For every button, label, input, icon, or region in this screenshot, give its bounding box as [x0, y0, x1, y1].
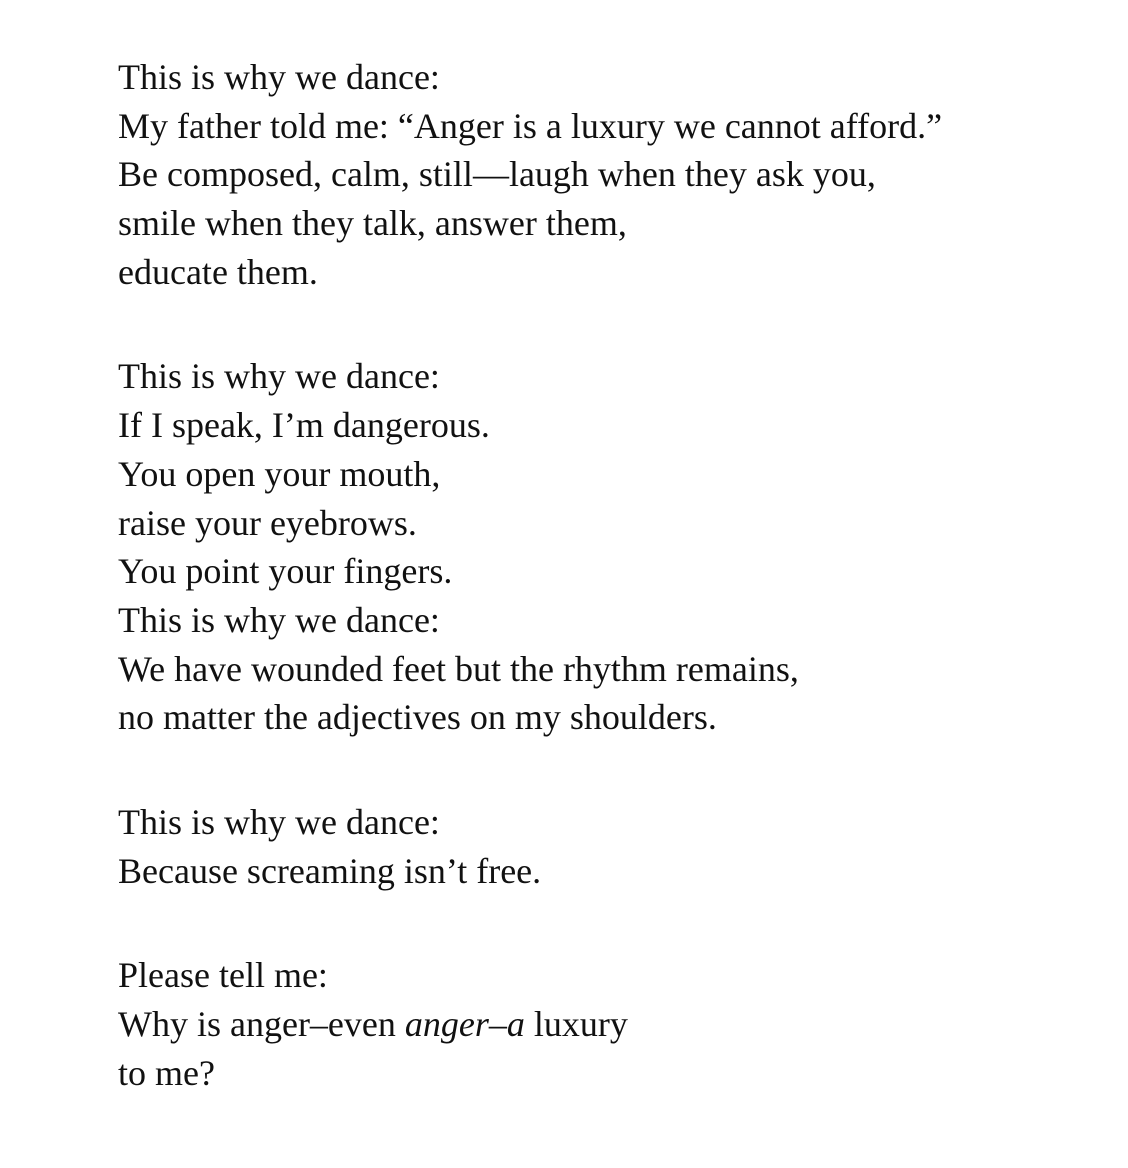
poem-line: You open your mouth,: [118, 453, 441, 494]
poem-line: We have wounded feet but the rhythm remains,: [118, 648, 799, 689]
stanza-break: [118, 895, 942, 951]
poem: [118, 53, 942, 1097]
stanza-break: [118, 296, 942, 352]
poem-line: You point your fingers.: [118, 551, 453, 592]
poem-line-with-italic: [118, 1000, 942, 1049]
stanza-break: [118, 742, 942, 798]
poem-line: This is why we dance:: [118, 801, 440, 842]
poem-line: This is why we dance:: [118, 599, 440, 640]
poem-line: to me?: [118, 1052, 215, 1093]
stanza-3: [118, 798, 942, 895]
stanza-2: [118, 352, 942, 742]
line-text-end: luxury: [524, 1004, 628, 1044]
stanza-4: [118, 951, 942, 1097]
poem-line: smile when they talk, answer them,: [118, 203, 627, 244]
stanza-1: [118, 53, 942, 296]
poem-line: Please tell me:: [118, 955, 328, 996]
poem-line: no matter the adjectives on my shoulders.: [118, 697, 717, 738]
poem-line: educate them.: [118, 251, 318, 292]
poem-line: Be composed, calm, still—laugh when they ask you,: [118, 154, 876, 195]
italic-emphasis: anger–a: [404, 1004, 525, 1044]
poem-line: My father told me: “Anger is a luxury we cannot afford.”: [118, 105, 943, 146]
line-text-start: Why is anger–even: [118, 1004, 405, 1044]
poem-line: Because screaming isn’t free.: [118, 850, 542, 891]
poem-line: If I speak, I’m dangerous.: [118, 405, 490, 446]
poem-line: This is why we dance:: [118, 356, 440, 397]
poem-line: This is why we dance:: [118, 57, 440, 97]
poem-line: raise your eyebrows.: [118, 502, 417, 543]
